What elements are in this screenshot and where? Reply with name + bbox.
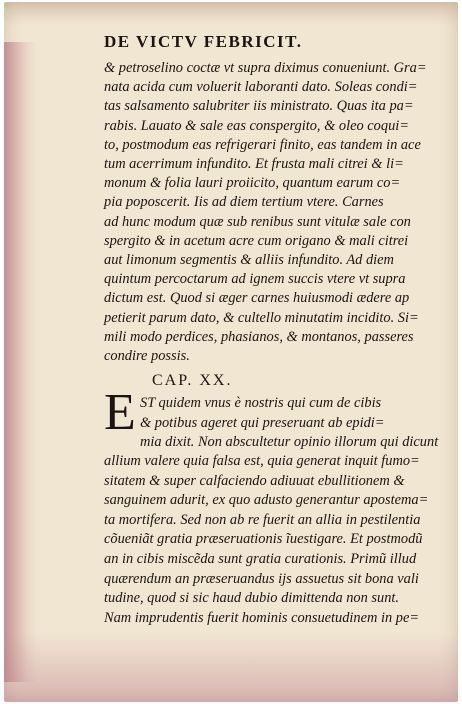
chapter-heading: CAP. XX. — [152, 372, 233, 389]
text-line: rabis. Lauato & sale eas conspergito, & oleo coqui= — [104, 117, 409, 134]
text-line: dictum est. Quod si æger carnes huiusmodi ædere ap — [104, 290, 410, 307]
text-line: mili modo perdices, phasianos, & montanos, passeres — [104, 328, 414, 345]
text-line: tum acerrimum infundito. Et frusta mali citrei & li= — [104, 156, 404, 172]
text-line: to, postmodum eas refrigerari finito, eas tandem in ace — [104, 136, 421, 153]
text-line: an in cibis miscẽda sunt gratia curationis. Primũ illud — [104, 551, 417, 567]
text-line: ad hunc modum quæ sub renibus sunt vitulæ sale con — [104, 213, 411, 230]
text-line: & petroselino coctæ vt supra diximus conueniunt. Gra= — [104, 60, 427, 76]
text-line: aut limonum segmentis & alliis infundito. Ad diem — [104, 252, 394, 268]
text-line: sanguinem adurit, ex quo adusto generantur apostema= — [104, 492, 429, 509]
text-line: pia poposcerit. Iis ad diem tertium vtere. Carnes — [104, 194, 384, 211]
text-line: monum & folia lauri proiicito, quantum earum co= — [104, 175, 401, 192]
text-line: spergito & in acetum acre cum origano & mali citrei — [104, 232, 409, 249]
text-line: ST quidem vnus è nostris qui cum de cibis — [140, 395, 382, 411]
text-line: petierit parum dato, & cultello minutatim incidito. Si= — [104, 309, 419, 326]
running-title: DE VICTV FEBRICIT. — [104, 32, 303, 51]
page-text — [4, 2, 458, 702]
drop-capital: E — [104, 384, 136, 441]
text-line: mia dixit. Non abscultetur opinio illorum qui dicunt — [140, 434, 439, 450]
text-line: allium valere quia falsa est, quia generat inquit fumo= — [104, 453, 420, 469]
text-line: tas salsamento salubriter iis ministrato. Quas ita pa= — [104, 98, 414, 115]
text-line: quærendum an præseruandus ijs assuetus sit bona vali — [104, 570, 419, 587]
text-line: condire possis. — [104, 348, 190, 364]
book-page — [4, 2, 458, 702]
text-line: Nam imprudentis fuerit hominis consuetudinem in pe= — [104, 609, 420, 626]
text-line: & potibus ageret qui preseruant ab epidi= — [140, 414, 385, 431]
text-line: nata acida cum voluerit laboranti dato. Soleas condi= — [104, 79, 418, 96]
text-line: sitatem & super calfaciendo adiuuat ebullitionem & — [104, 472, 405, 489]
text-line: tudine, quod si sic haud dubio dimittenda non sunt. — [104, 590, 400, 607]
text-line: quintum percoctarum ad ignem succis vtere vt supra — [104, 271, 406, 288]
text-line: cõueniãt gratia præseruationis ĩuestigare. Et postmodũ — [104, 531, 423, 548]
text-line: ta mortifera. Sed non ab re fuerit an allia in pestilentia — [104, 511, 421, 528]
